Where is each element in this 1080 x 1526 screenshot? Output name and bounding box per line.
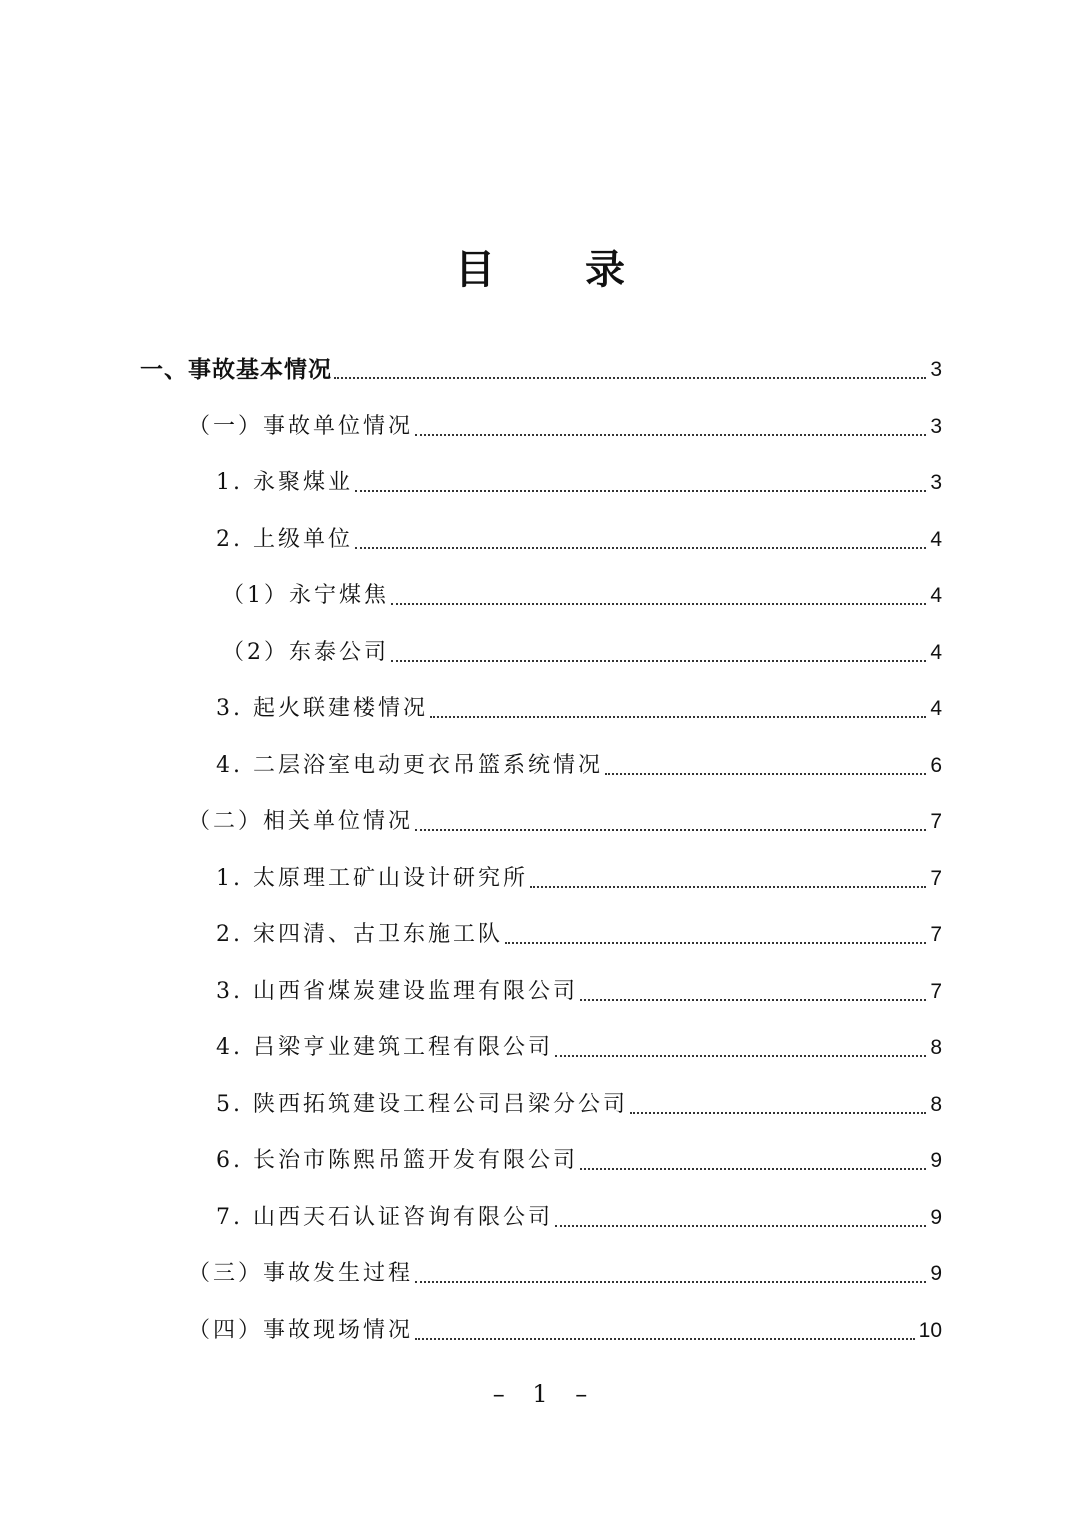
toc-entry-page-number: 3 [930, 471, 942, 494]
toc-entry-title: 3. 山西省煤炭建设监理有限公司 [216, 978, 578, 1004]
toc-entry[interactable] [216, 515, 942, 555]
toc-entry-title: 7. 山西天石认证咨询有限公司 [216, 1204, 553, 1230]
toc-entry-title: 3. 起火联建楼情况 [216, 696, 428, 721]
toc-entry[interactable] [222, 628, 942, 668]
toc-entry-title: 2. 宋四清、古卫东施工队 [216, 922, 503, 947]
toc-entry-page-number: 10 [918, 1318, 942, 1342]
page-footer-number: – 1 – [492, 1380, 598, 1408]
toc-entry[interactable] [140, 345, 942, 385]
toc-entry[interactable] [216, 910, 942, 950]
toc-entry-title: 1. 太原理工矿山设计研究所 [216, 865, 528, 891]
toc-entry-title: 4. 二层浴室电动更衣吊篮系统情况 [216, 752, 603, 778]
toc-entry[interactable] [188, 1249, 942, 1289]
toc-entry-page-number: 4 [930, 527, 942, 551]
toc-entry[interactable] [216, 1023, 942, 1063]
toc-dot-leader [391, 581, 926, 605]
toc-entry-title: 6. 长治市陈熙吊篮开发有限公司 [216, 1148, 578, 1173]
toc-dot-leader [505, 920, 926, 944]
toc-entry-page-number: 8 [930, 1036, 942, 1059]
toc-dot-leader [334, 355, 926, 379]
toc-entry-page-number: 9 [930, 1205, 942, 1229]
toc-entry[interactable] [222, 571, 942, 611]
toc-entry-page-number: 3 [930, 414, 942, 438]
toc-entry[interactable] [188, 797, 942, 837]
toc-entry-title: （二）相关单位情况 [188, 809, 414, 834]
toc-entry-title: 一、事故基本情况 [140, 357, 332, 383]
toc-entry-page-number: 7 [930, 923, 942, 946]
toc-entry-page-number: 4 [930, 697, 942, 720]
toc-entry-page-number: 6 [930, 753, 942, 777]
toc-entry[interactable] [216, 854, 942, 894]
toc-dot-leader [580, 1146, 926, 1170]
toc-entry-title: （1）永宁煤焦 [222, 583, 389, 608]
toc-entry-page-number: 4 [930, 584, 942, 607]
toc-dot-leader [415, 1259, 926, 1283]
toc-entry-title: （四）事故现场情况 [188, 1317, 414, 1343]
toc-entry[interactable] [216, 1193, 942, 1233]
toc-entry-title: 1. 永聚煤业 [216, 470, 353, 495]
toc-dot-leader [415, 807, 926, 831]
toc-entry[interactable] [216, 1080, 942, 1120]
toc-entry-title: （2）东泰公司 [222, 639, 389, 665]
toc-dot-leader [530, 864, 926, 888]
toc-entry-title: 2. 上级单位 [216, 526, 353, 552]
toc-entry[interactable] [216, 684, 942, 724]
toc-dot-leader [630, 1090, 926, 1114]
toc-entry[interactable] [216, 1136, 942, 1176]
toc-entry-page-number: 4 [930, 640, 942, 664]
toc-dot-leader [580, 977, 926, 1001]
toc-entry[interactable] [188, 402, 942, 442]
toc-dot-leader [355, 468, 926, 492]
toc-entry-page-number: 7 [930, 810, 942, 833]
toc-entry[interactable] [216, 967, 942, 1007]
toc-entry-title: （一）事故单位情况 [188, 413, 414, 439]
toc-entry-page-number: 9 [930, 1262, 942, 1285]
toc-entry-page-number: 7 [930, 979, 942, 1003]
toc-dot-leader [415, 412, 926, 436]
toc-entry-page-number: 3 [930, 358, 942, 381]
toc-dot-leader [391, 638, 926, 662]
toc-dot-leader [415, 1316, 915, 1340]
toc-entry-page-number: 7 [930, 866, 942, 890]
toc-dot-leader [605, 751, 926, 775]
toc-title: 目 录 [455, 247, 663, 293]
toc-entry[interactable] [188, 1306, 942, 1346]
toc-dot-leader [555, 1203, 926, 1227]
toc-entry-title: 4. 吕梁亨业建筑工程有限公司 [216, 1035, 553, 1060]
toc-entry-page-number: 9 [930, 1149, 942, 1172]
toc-entry[interactable] [216, 458, 942, 498]
toc-entry-title: （三）事故发生过程 [188, 1261, 414, 1286]
toc-dot-leader [430, 694, 926, 718]
toc-dot-leader [555, 1033, 926, 1057]
toc-dot-leader [355, 525, 926, 549]
toc-entry-title: 5. 陕西拓筑建设工程公司吕梁分公司 [216, 1091, 628, 1117]
toc-entry[interactable] [216, 741, 942, 781]
toc-entry-page-number: 8 [930, 1092, 942, 1116]
